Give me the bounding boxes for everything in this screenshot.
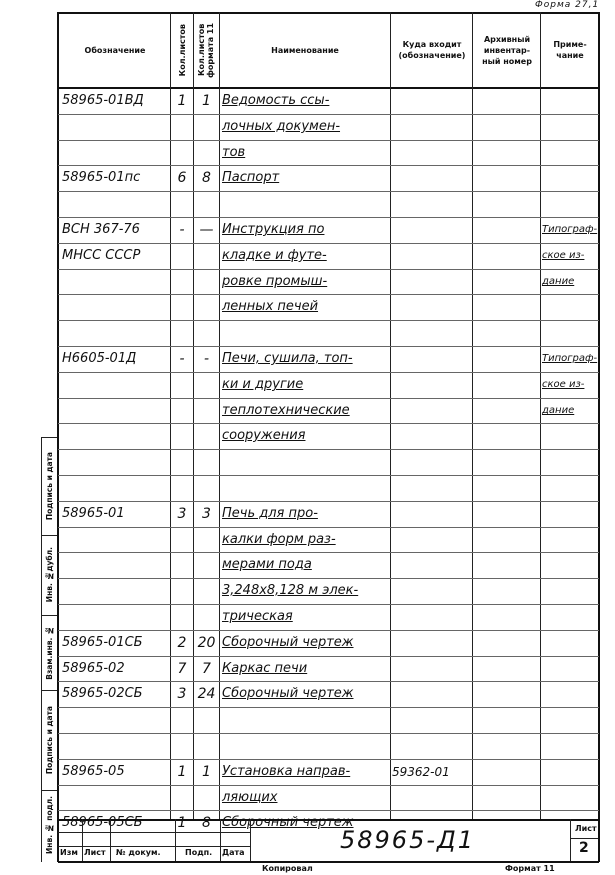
table-cell-where: 59362-01 <box>392 765 450 779</box>
table-cell-note: ское из- <box>542 379 585 390</box>
table-cell-formats: 20 <box>197 635 216 651</box>
side-label-signature-2: Подпись и дата <box>45 451 54 521</box>
table-cell-name: калки форм раз- <box>222 532 336 547</box>
footer-format: Формат 11 <box>505 864 555 873</box>
table-cell-name: Ведомость ссы- <box>222 93 330 108</box>
header-format-count: Кол.листов формата 11 <box>196 22 215 78</box>
table-cell-designation: 58965-01ВД <box>62 93 144 108</box>
table-cell-note: Типограф- <box>542 224 598 235</box>
table-cell-name: Инструкция по <box>222 222 325 237</box>
table-cell-formats: 1 <box>202 764 211 780</box>
table-cell-name: ровке промыш- <box>222 274 328 289</box>
header-name: Наименование <box>271 45 339 55</box>
table-cell-name: тов <box>222 145 246 160</box>
table-cell-name: 3,248х8,128 м элек- <box>222 583 359 598</box>
table-cell-formats: - <box>203 351 210 367</box>
sheet-label: Лист <box>575 824 597 833</box>
table-cell-name: теплотехнические <box>222 403 350 418</box>
table-cell-name: Сборочный чертеж <box>222 635 354 650</box>
table-cell-formats: 8 <box>202 815 211 831</box>
table-cell-designation: 58965-05 <box>62 764 125 779</box>
table-cell-designation: 58965-01пс <box>62 170 141 185</box>
table-cell-formats: 8 <box>202 170 211 186</box>
table-cell-name: ляющих <box>222 790 278 805</box>
table-cell-designation: 58965-01СБ <box>62 635 143 650</box>
table-cell-formats: 24 <box>197 686 216 702</box>
table-cell-sheets: 3 <box>177 506 187 522</box>
table-cell-name: Каркас печи <box>222 661 308 676</box>
table-cell-note: дание <box>542 405 575 416</box>
title-col-change: Изм <box>60 848 78 857</box>
table-cell-formats: 7 <box>202 661 211 677</box>
table-cell-name: Сборочный чертеж <box>222 686 354 701</box>
header-note: Приме-чание <box>553 40 587 60</box>
table-cell-name: кладке и футе- <box>222 248 327 263</box>
table-cell-designation: 58965-02 <box>62 661 125 676</box>
title-col-sheet: Лист <box>84 848 106 857</box>
table-cell-designation: ВСН 367-76 <box>62 222 140 237</box>
table-cell-name: Печь для про- <box>222 506 318 521</box>
table-cell-formats: — <box>199 222 214 238</box>
table-cell-sheets: 3 <box>177 686 187 702</box>
table-cell-sheets: 1 <box>177 764 187 780</box>
table-cell-name: Печи, сушила, топ- <box>222 351 353 366</box>
title-col-sign: Подп. <box>185 848 213 857</box>
table-cell-sheets: 1 <box>177 815 187 831</box>
header-where-used: Куда входит (обозначение) <box>398 40 466 60</box>
table-cell-sheets: 1 <box>177 93 187 109</box>
table-cell-designation: 58965-01 <box>62 506 125 521</box>
table-cell-designation: Н6605-01Д <box>62 351 137 366</box>
table-cell-formats: 3 <box>202 506 211 522</box>
table-cell-designation: 58965-02СБ <box>62 686 143 701</box>
header-sheet-count: Кол.листов <box>177 23 187 77</box>
side-label-original-inv: Инв. № подл. <box>45 796 54 855</box>
side-label-replaced-inv: Взам.инв. № <box>45 625 54 680</box>
table-cell-sheets: - <box>179 351 185 367</box>
side-label-signature-1: Подпись и дата <box>45 705 54 775</box>
header-designation: Обозначение <box>84 45 146 55</box>
table-cell-name: Сборочный чертеж <box>222 815 354 830</box>
table-cell-name: трическая <box>222 609 293 624</box>
footer-copied: Копировал <box>262 864 313 873</box>
table-cell-sheets: - <box>179 222 185 238</box>
form-label: Форма 27,1 <box>535 0 600 10</box>
table-cell-formats: 1 <box>202 93 211 109</box>
table-cell-sheets: 2 <box>177 635 187 651</box>
table-cell-note: дание <box>542 276 575 287</box>
table-cell-sheets: 7 <box>177 661 187 677</box>
table-cell-name: сооружения <box>222 428 306 443</box>
document-number: 58965-Д1 <box>340 826 476 854</box>
title-col-doc: № докум. <box>116 848 161 857</box>
sheet-number: 2 <box>579 840 589 856</box>
table-cell-note: Типограф- <box>542 353 598 364</box>
table-cell-name: мерами пода <box>222 557 312 572</box>
side-label-duplicate-inv: Инв. №дубл. <box>45 547 54 603</box>
table-cell-sheets: 6 <box>177 170 187 186</box>
table-cell-name: Паспорт <box>222 170 280 185</box>
table-cell-name: Установка направ- <box>222 764 351 779</box>
table-cell-designation: МНСС СССР <box>62 248 141 263</box>
table-cell-name: лочных докумен- <box>222 119 341 134</box>
header-archive: Архивный инвентар-ный номер <box>482 34 532 66</box>
table-cell-name: ленных печей <box>222 299 319 314</box>
title-col-date: Дата <box>222 848 245 857</box>
table-cell-designation: 58965-05СБ <box>62 815 143 830</box>
table-cell-note: ское из- <box>542 250 585 261</box>
table-cell-name: ки и другие <box>222 377 304 392</box>
